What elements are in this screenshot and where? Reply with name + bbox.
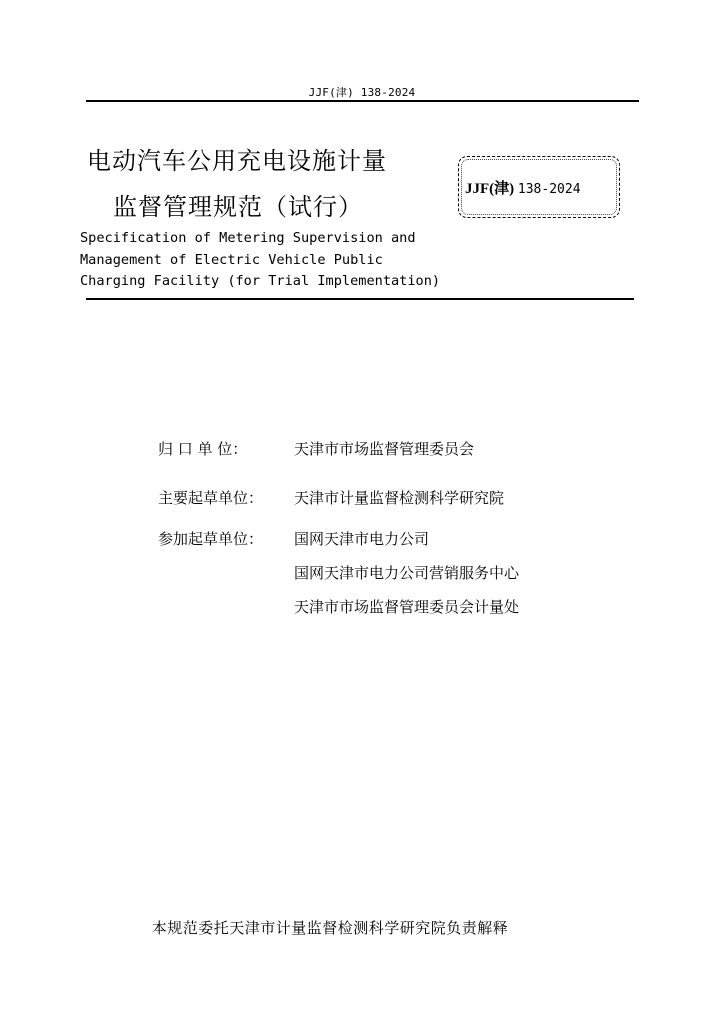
title-en-line-1: Specification of Metering Supervision and — [80, 230, 416, 246]
title-divider-rule — [86, 298, 634, 300]
code-stamp-text — [465, 177, 581, 198]
title-cn-line-1: 电动汽车公用充电设施计量 — [87, 147, 387, 175]
top-rule — [86, 100, 639, 102]
participant-item: 天津市市场监督管理委员会计量处 — [294, 598, 520, 616]
participant-label: 参加起草单位： — [158, 530, 264, 548]
responsible-unit-label: 归 口 单 位： — [158, 440, 248, 458]
title-en — [80, 228, 440, 293]
code-stamp-box — [458, 156, 620, 218]
header-code: JJF(津) 138-2024 — [308, 86, 416, 99]
code-stamp-number: 138-2024 — [517, 182, 581, 197]
title-cn-line-2: 监督管理规范（试行） — [113, 193, 363, 221]
title-en-line-2: Management of Electric Vehicle Public — [80, 251, 383, 268]
title-en-line-3: Charging Facility (for Trial Implementation) — [80, 273, 441, 289]
participant-item: 国网天津市电力公司 — [294, 530, 430, 548]
main-drafter-value: 天津市计量监督检测科学研究院 — [294, 489, 505, 507]
code-stamp-prefix: JJF(津) — [465, 181, 515, 197]
interpretation-note: 本规范委托天津市计量监督检测科学研究院负责解释 — [151, 919, 509, 937]
participant-item: 国网天津市电力公司营销服务中心 — [294, 564, 520, 582]
main-drafter-label: 主要起草单位： — [158, 489, 264, 507]
responsible-unit-value: 天津市市场监督管理委员会 — [294, 440, 475, 458]
